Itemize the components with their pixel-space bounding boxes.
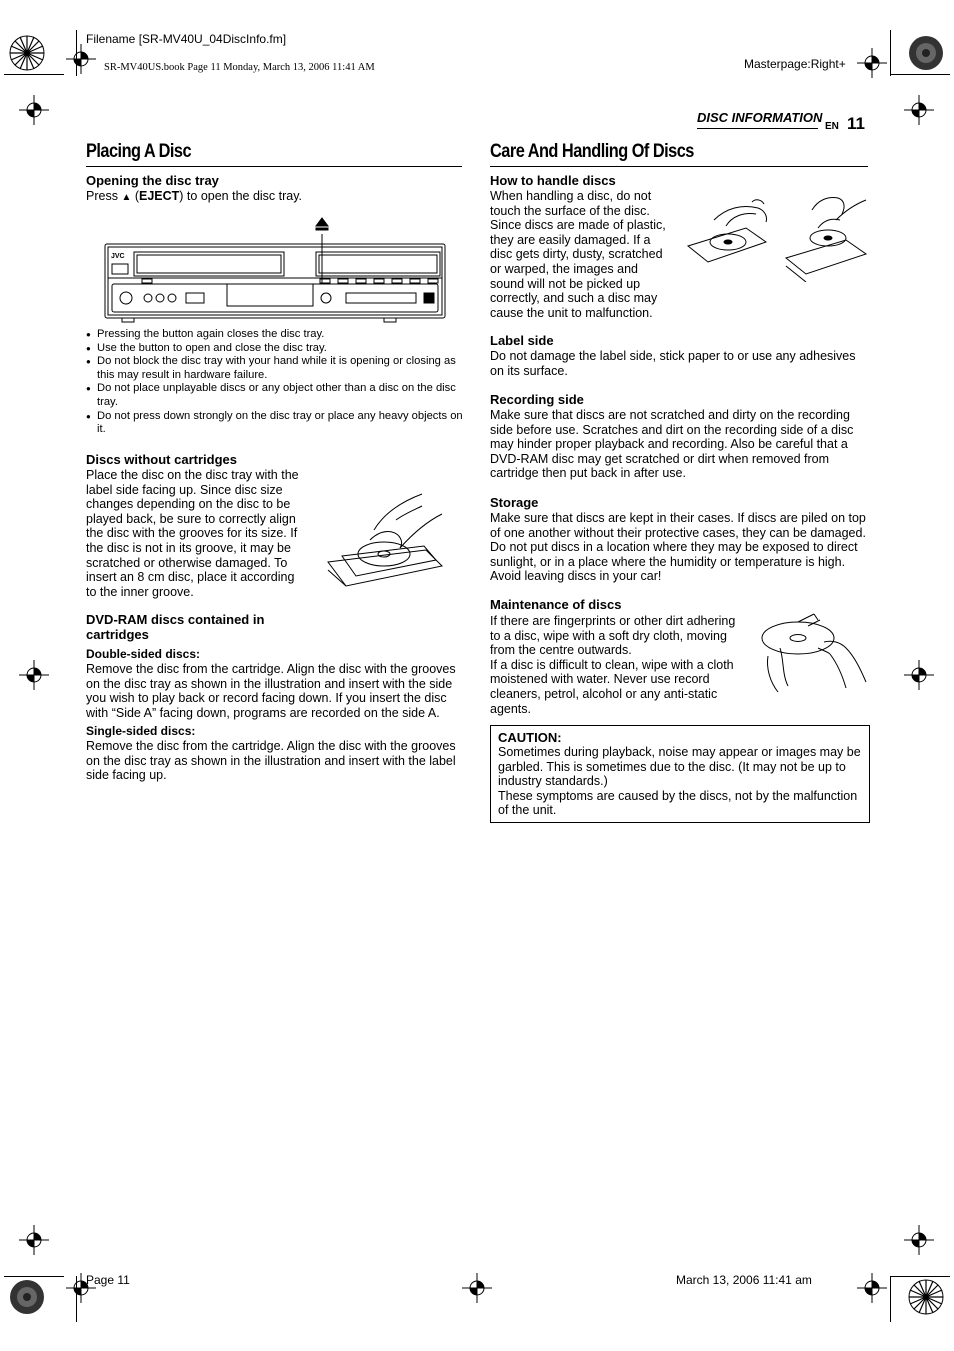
storage-text: Make sure that discs are kept in their cases. If discs are piled on top of one another without their protective cases, they can be damaged. Do not put discs in a location where they may be exposed to direct sunlight, or in a place where the humidity or temperature is high. Avoid leaving discs in your car! [490,511,866,584]
opening-instruction: Press ▲ (EJECT) to open the disc tray. [86,189,303,203]
registration-mark-top-right [907,34,945,72]
list-item: ● Do not block the disc tray with your hand while it is opening or closing as this may result in hardware failure. [86,355,464,382]
page-number: 11 [847,114,865,133]
maintenance-text [490,614,746,716]
maintenance-heading: Maintenance of discs [490,597,622,612]
crosshair-left-upper [19,95,49,125]
eject-key-label: EJECT [138,189,180,203]
list-item: ● Use the button to open and close the disc tray. [86,342,464,356]
list-item: ● Do not press down strongly on the disc tray or place any heavy objects on it. [86,410,464,437]
crosshair-top-right [857,48,887,78]
double-sided-text: Remove the disc from the cartridge. Align the disc with the grooves on the disc tray as shown in the illustration and insert with the side you wish to play back or record facing down. If you insert the disc with “Side A” facing down, programs are recorded on the side A. [86,662,456,720]
caution-box [490,725,870,823]
list-item: ● Pressing the button again closes the disc tray. [86,328,464,342]
single-sided-heading: Single-sided discs: [86,724,196,738]
crop-line [890,1276,891,1322]
crop-line [890,1276,950,1277]
footer-page-label: Page 11 [86,1273,130,1287]
label-side-heading: Label side [490,333,554,348]
disc-tray-illustration [326,490,444,595]
crosshair-bottom-center [462,1273,492,1303]
registration-mark-bottom-right [907,1278,945,1316]
crop-line [4,1276,64,1277]
handle-text: When handling a disc, do not touch the surface of the disc. Since discs are made of plastic, they are easily damaged. If a disc gets dirty, dusty, scratched or warped, the images and sound will not be picked up correctly, and such a disc may cause the unit to malfunction. [490,189,666,320]
double-sided-heading: Double-sided discs: [86,647,201,661]
crosshair-right-upper [904,95,934,125]
section-title-placing: Placing A Disc [86,141,192,162]
crosshair-right-lower [904,1225,934,1255]
running-head-lang: EN [825,121,839,132]
without-cartridges-heading: Discs without cartridges [86,452,237,467]
caution-paragraph: These symptoms are caused by the discs, not by the malfunction of the unit. [498,788,858,818]
opening-text-post: ) to open the disc tray. [179,189,303,203]
caution-text [498,745,863,818]
running-head-section: DISC INFORMATION [697,110,823,125]
crop-line [76,30,77,76]
disc-handling-illustration [686,190,870,287]
maintenance-paragraph: If a disc is difficult to clean, wipe with a cloth moistened with water. Never use record cleaners, petrol, alcohol or any anti-static agents. [490,657,734,716]
cartridges-heading: DVD-RAM discs contained in cartridges [86,612,265,642]
crosshair-right-middle [904,660,934,690]
registration-mark-top-left [8,34,46,72]
maintenance-paragraph: If there are fingerprints or other dirt adhering to a disc, wipe with a soft dry cloth, moving from the centre outwards. [490,614,736,658]
caution-heading: CAUTION: [498,730,562,745]
recording-side-text: Make sure that discs are not scratched and dirty on the recording side before use. Scratches and dirt on the recording side of a disc may hinder proper playback and recording. Also be careful that a DVD-RAM disc may get scratched or dirt when removed from cartridge then put back in after use. [490,408,854,481]
footer-datetime-label: March 13, 2006 11:41 am [676,1273,812,1287]
recorder-illustration [102,212,448,329]
recording-side-heading: Recording side [490,392,584,407]
crosshair-bottom-right [857,1273,887,1303]
storage-heading: Storage [490,495,539,510]
section-rule [86,166,462,167]
crosshair-top-left [66,44,96,74]
eject-icon: ▲ [121,192,132,203]
crop-line [4,74,64,75]
without-cartridges-text: Place the disc on the disc tray with the label side facing up. Since disc size changes depending on the disc to be played back, be sure to correctly align the disc with the grooves for its size. If the disc is not in its groove, it may be scratched or otherwise damaged. To insert an 8 cm disc, place it according to the inner groove. [86,468,299,599]
section-rule [490,166,868,167]
disc-wiping-illustration [758,612,870,703]
label-side-text: Do not damage the label side, stick paper to or use any adhesives on its surface. [490,349,856,378]
crop-line [890,74,950,75]
caution-paragraph: Sometimes during playback, noise may appear or images may be garbled. This is sometimes due to the disc. (It may not be up to industry standards.) [498,745,861,789]
crop-line [890,30,891,76]
filename-label: Filename [SR-MV40U_04DiscInfo.fm] [86,32,287,46]
running-head-underline [697,128,818,129]
crosshair-left-middle [19,660,49,690]
registration-mark-bottom-left [8,1278,46,1316]
tray-notes-list [86,328,464,437]
single-sided-text: Remove the disc from the cartridge. Align the disc with the grooves on the disc tray as shown in the illustration and insert with the label side facing up. [86,739,456,783]
handle-heading: How to handle discs [490,173,616,188]
crosshair-left-lower [19,1225,49,1255]
opening-text-pre: Press [86,189,118,203]
opening-heading: Opening the disc tray [86,173,219,188]
device-brand-label: JVC [111,253,125,260]
crop-line [76,1276,77,1322]
masterpage-label: Masterpage:Right+ [744,57,846,71]
list-item: ● Do not place unplayable discs or any object other than a disc on the disc tray. [86,382,464,409]
section-title-care: Care And Handling Of Discs [490,141,694,162]
book-info-label: SR-MV40US.book Page 11 Monday, March 13, 2006 11:41 AM [104,62,375,73]
